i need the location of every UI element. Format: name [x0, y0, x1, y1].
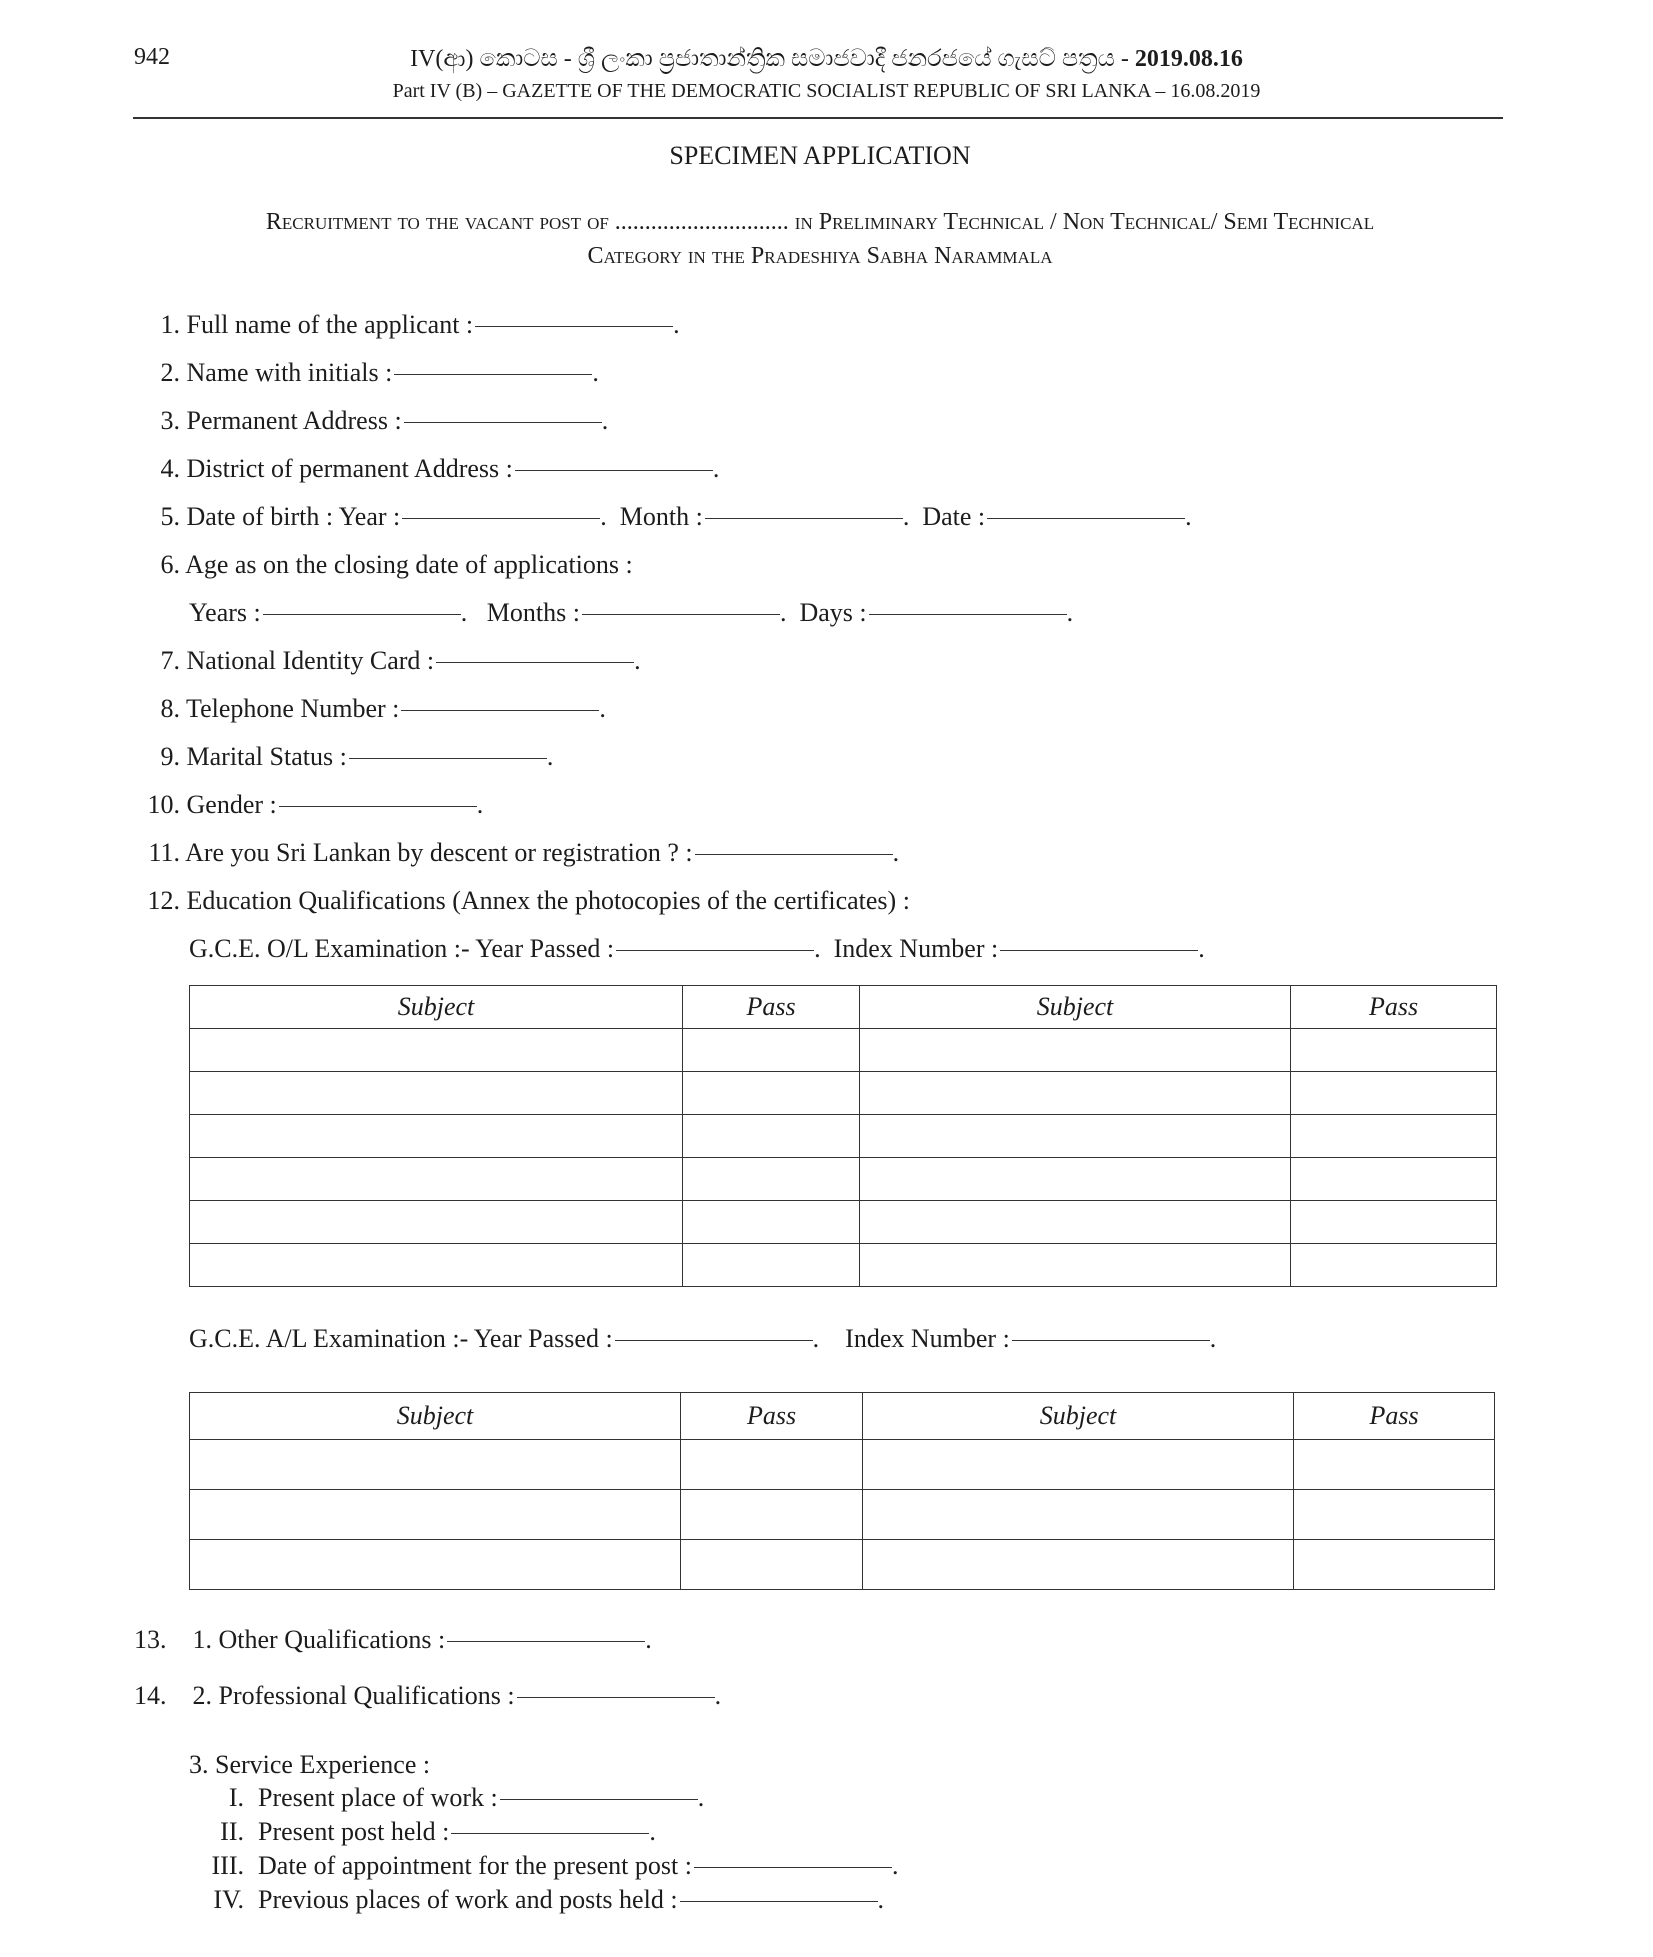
item-number: 11.: [148, 838, 180, 867]
blank-line[interactable]: [394, 374, 592, 375]
table-cell[interactable]: [683, 1158, 860, 1201]
gazette-header-sinhala-text: IV(ආ) කොටස - ශ්‍රී ලංකා ප්‍රජාතාන්ත්‍රික සමාජවාදී ජනරජයේ ගැසට් පත්‍රය -: [410, 46, 1135, 72]
item-number: 7.: [160, 646, 180, 675]
blank-line[interactable]: [869, 614, 1067, 615]
blank-line[interactable]: [500, 1799, 698, 1800]
blank-line[interactable]: [475, 326, 673, 327]
table-cell[interactable]: [190, 1540, 681, 1590]
table-row: [190, 1540, 1495, 1590]
blank-line[interactable]: [349, 758, 547, 759]
item-number: 1.: [160, 310, 180, 339]
table-cell[interactable]: [860, 1072, 1291, 1115]
field-district: 4. District of permanent Address : .: [130, 454, 719, 484]
table-cell[interactable]: [863, 1490, 1294, 1540]
field-previous-work: IV. Previous places of work and posts held : .: [189, 1885, 884, 1915]
table-cell[interactable]: [190, 1490, 681, 1540]
table-cell[interactable]: [1291, 1115, 1497, 1158]
field-education-heading: [130, 886, 910, 916]
item-number: 2.: [160, 358, 180, 387]
field-label: National Identity Card :: [186, 646, 435, 675]
col-header-pass: Pass: [1291, 986, 1497, 1029]
col-header-pass: Pass: [1294, 1393, 1495, 1440]
al-index-label: Index Number :: [845, 1324, 1010, 1353]
field-label: Date of appointment for the present post :: [258, 1851, 692, 1880]
field-gender: 10. Gender : .: [130, 790, 483, 820]
table-cell[interactable]: [190, 1072, 683, 1115]
field-label: Education Qualifications (Annex the photocopies of the certificates) :: [186, 886, 910, 915]
item-number: 10.: [147, 790, 180, 819]
table-row: [190, 1244, 1497, 1287]
field-label: Present place of work :: [258, 1783, 498, 1812]
table-cell[interactable]: [860, 1115, 1291, 1158]
ol-index-label: Index Number :: [833, 934, 999, 963]
table-cell[interactable]: [1294, 1440, 1495, 1490]
table-cell[interactable]: [1291, 1201, 1497, 1244]
table-cell[interactable]: [681, 1440, 863, 1490]
table-cell[interactable]: [1291, 1072, 1497, 1115]
field-label: Permanent Address :: [186, 406, 402, 435]
col-header-subject: Subject: [860, 986, 1291, 1029]
field-other-qualifications: 13. 1. Other Qualifications : .: [134, 1625, 652, 1654]
ol-label: G.C.E. O/L Examination :- Year Passed :: [189, 934, 615, 963]
table-cell[interactable]: [681, 1490, 863, 1540]
blank-line[interactable]: [705, 518, 903, 519]
field-label: Full name of the applicant :: [186, 310, 474, 339]
blank-line[interactable]: [1000, 950, 1198, 951]
date-label: Date :: [922, 502, 986, 531]
table-row: [190, 1158, 1497, 1201]
blank-line[interactable]: [451, 1833, 649, 1834]
blank-line[interactable]: [279, 806, 477, 807]
blank-line[interactable]: [695, 854, 893, 855]
blank-line[interactable]: [1012, 1340, 1210, 1341]
field-full-name: 1. Full name of the applicant : .: [130, 310, 680, 340]
table-cell[interactable]: [863, 1540, 1294, 1590]
col-header-subject: Subject: [190, 986, 683, 1029]
blank-line[interactable]: [616, 950, 814, 951]
days-label: Days :: [799, 598, 867, 627]
field-descent: 11. Are you Sri Lankan by descent or registration ? : .: [130, 838, 899, 868]
col-header-pass: Pass: [683, 986, 860, 1029]
col-header-subject: Subject: [190, 1393, 681, 1440]
item-number: 5.: [160, 502, 180, 531]
item-number: 13.: [134, 1625, 167, 1654]
table-cell[interactable]: [683, 1201, 860, 1244]
blank-line[interactable]: [987, 518, 1185, 519]
roman-number: IV.: [213, 1885, 244, 1914]
table-cell[interactable]: [683, 1072, 860, 1115]
field-permanent-address: 3. Permanent Address : .: [130, 406, 608, 436]
field-present-place: I. Present place of work : .: [189, 1783, 704, 1813]
gazette-header-date: 2019.08.16: [1134, 46, 1243, 72]
blank-line[interactable]: [680, 1901, 878, 1902]
table-cell[interactable]: [683, 1029, 860, 1072]
field-label: Telephone Number :: [186, 694, 400, 723]
field-label: District of permanent Address :: [186, 454, 513, 483]
table-cell[interactable]: [190, 1029, 683, 1072]
blank-line[interactable]: [402, 518, 600, 519]
field-label: 2. Professional Qualifications :: [192, 1681, 515, 1710]
table-cell[interactable]: [190, 1115, 683, 1158]
item-number: 6.: [160, 550, 180, 579]
field-label: Previous places of work and posts held :: [258, 1885, 678, 1914]
table-row: [190, 1115, 1497, 1158]
item-number: 3.: [160, 406, 180, 435]
roman-number: III.: [211, 1851, 244, 1880]
table-cell[interactable]: [860, 1201, 1291, 1244]
field-label: 1. Other Qualifications :: [192, 1625, 446, 1654]
table-cell[interactable]: [1294, 1490, 1495, 1540]
item-number: 14.: [134, 1681, 167, 1710]
document-title: SPECIMEN APPLICATION: [669, 141, 971, 170]
al-results-table: [189, 1392, 1495, 1590]
years-label: Years :: [189, 598, 261, 627]
field-label: Date of birth : Year :: [186, 502, 401, 531]
blank-line[interactable]: [436, 662, 634, 663]
roman-number: I.: [228, 1783, 244, 1812]
field-age-values: Years : . Months : . Days : .: [189, 598, 1074, 627]
blank-line[interactable]: [694, 1867, 892, 1868]
page-number: 942: [134, 44, 170, 70]
field-label: Name with initials :: [186, 358, 393, 387]
table-cell[interactable]: [681, 1540, 863, 1590]
col-header-pass: Pass: [681, 1393, 863, 1440]
table-cell[interactable]: [860, 1158, 1291, 1201]
table-cell[interactable]: [190, 1158, 683, 1201]
field-name-initials: 2. Name with initials : .: [130, 358, 599, 388]
table-cell[interactable]: [1291, 1029, 1497, 1072]
month-label: Month :: [619, 502, 703, 531]
field-label: Present post held :: [258, 1817, 450, 1846]
table-cell[interactable]: [863, 1440, 1294, 1490]
field-label: Are you Sri Lankan by descent or registration ? :: [185, 838, 693, 867]
roman-number: II.: [220, 1817, 244, 1846]
field-ol-exam: G.C.E. O/L Examination :- Year Passed : . Index Number : .: [189, 934, 1205, 963]
field-age-heading: [130, 550, 633, 580]
table-cell[interactable]: [190, 1201, 683, 1244]
field-appointment-date: III. Date of appointment for the present post : .: [189, 1851, 898, 1881]
table-cell[interactable]: [1291, 1158, 1497, 1201]
blank-line[interactable]: [447, 1641, 645, 1642]
col-header-subject: Subject: [863, 1393, 1294, 1440]
field-label: Age as on the closing date of applications :: [185, 550, 633, 579]
blank-line[interactable]: [404, 422, 602, 423]
field-present-post: II. Present post held : .: [189, 1817, 656, 1847]
field-al-exam: G.C.E. A/L Examination :- Year Passed : . Index Number : .: [189, 1324, 1217, 1353]
table-row: [190, 1072, 1497, 1115]
document-subtitle-line1: Recruitment to the vacant post of ............................. in Preliminary Technical / Non Technical/ Semi Technical: [265, 209, 1375, 235]
field-nic: 7. National Identity Card : .: [130, 646, 641, 676]
table-row: [190, 1440, 1495, 1490]
field-label: Marital Status :: [186, 742, 347, 771]
gazette-header-english: Part IV (B) – GAZETTE OF THE DEMOCRATIC SOCIALIST REPUBLIC OF SRI LANKA – 16.08.2019: [392, 80, 1261, 102]
table-cell[interactable]: [683, 1115, 860, 1158]
document-subtitle-line2: Category in the Pradeshiya Sabha Narammala: [587, 243, 1053, 269]
item-number: 4.: [160, 454, 180, 483]
table-row: [190, 1201, 1497, 1244]
table-row: [190, 1029, 1497, 1072]
header-divider: [133, 117, 1503, 119]
al-label: G.C.E. A/L Examination :- Year Passed :: [189, 1324, 613, 1353]
gazette-header-sinhala: [0, 46, 1653, 73]
ol-results-table: [189, 985, 1497, 1287]
field-service-experience: 3. Service Experience :: [189, 1750, 431, 1779]
item-number: 12.: [147, 886, 180, 915]
table-row: [190, 1490, 1495, 1540]
blank-line[interactable]: [615, 1340, 813, 1341]
table-cell[interactable]: [683, 1244, 860, 1287]
table-cell[interactable]: [860, 1244, 1291, 1287]
blank-line[interactable]: [582, 614, 780, 615]
field-marital-status: 9. Marital Status : .: [130, 742, 553, 772]
table-cell[interactable]: [1294, 1540, 1495, 1590]
blank-line[interactable]: [263, 614, 461, 615]
blank-line[interactable]: [401, 710, 599, 711]
field-telephone: 8. Telephone Number : .: [130, 694, 606, 724]
table-cell[interactable]: [190, 1440, 681, 1490]
table-cell[interactable]: [1291, 1244, 1497, 1287]
blank-line[interactable]: [515, 470, 713, 471]
blank-line[interactable]: [517, 1697, 715, 1698]
table-cell[interactable]: [860, 1029, 1291, 1072]
field-professional-qualifications: 14. 2. Professional Qualifications : .: [134, 1681, 722, 1710]
field-date-of-birth: 5. Date of birth : Year : . Month : . Date : .: [130, 502, 1192, 532]
item-number: 8.: [160, 694, 180, 723]
table-cell[interactable]: [190, 1244, 683, 1287]
months-label: Months :: [486, 598, 580, 627]
item-number: 9.: [160, 742, 180, 771]
field-label: Gender :: [186, 790, 277, 819]
